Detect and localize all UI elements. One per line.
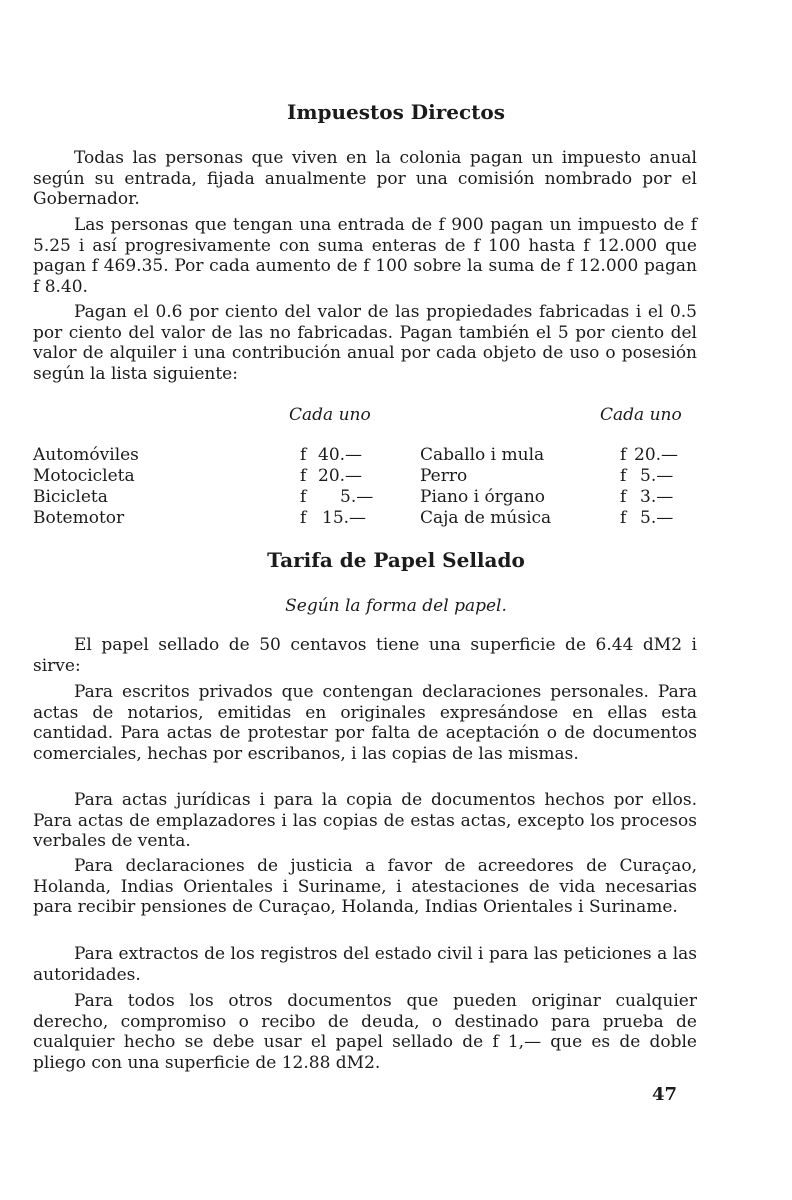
tarifa-title: Tarifa de Papel Sellado bbox=[267, 548, 525, 572]
right-item-currency: f bbox=[620, 508, 627, 528]
tarifa-paragraph-3: Para actas jurídicas i para la copia de documentos hechos por ellos. Para actas de emplazadores i las copias de estas actas, excepto los procesos verbales de venta. bbox=[33, 790, 697, 851]
right-item-currency: f bbox=[620, 445, 627, 465]
left-item-currency: f bbox=[300, 445, 307, 465]
left-item-currency: f bbox=[300, 466, 307, 486]
left-item-amount: 5.— bbox=[340, 487, 374, 507]
right-item-amount: 3.— bbox=[640, 487, 674, 507]
right-item-amount: 20.— bbox=[634, 445, 679, 465]
left-item-amount: 15.— bbox=[322, 508, 367, 528]
right-item-name: Caja de música bbox=[420, 508, 552, 528]
left-item-name: Motocicleta bbox=[33, 466, 135, 486]
table-row bbox=[0, 445, 792, 466]
tarifa-paragraph-6: Para todos los otros documentos que pueden originar cualquier derecho, compromiso o recibo de deuda, o destinado para prueba de cualquier hecho se debe usar el papel sellado de f 1,— que es de doble pliego con una superficie de 12.88 dM2. bbox=[33, 991, 697, 1073]
table-header-right: Cada uno bbox=[600, 405, 682, 425]
table-row bbox=[0, 508, 792, 529]
impuestos-paragraph-2: Las personas que tengan una entrada de f 900 pagan un impuesto de f 5.25 i así progresivamente con suma enteras de f 100 hasta f 12.000 que pagan f 469.35. Por cada aumento de f 100 sobre la suma de f 12.000 pagan f 8.40. bbox=[33, 215, 697, 297]
impuestos-paragraph-3: Pagan el 0.6 por ciento del valor de las propiedades fabricadas i el 0.5 por ciento del valor de las no fabricadas. Pagan también el 5 por ciento del valor de alquiler i una contribución anual por cada objeto de uso o posesión según la lista siguiente: bbox=[33, 302, 697, 384]
left-item-currency: f bbox=[300, 487, 307, 507]
left-item-name: Automóviles bbox=[33, 445, 139, 465]
right-item-amount: 5.— bbox=[640, 508, 674, 528]
left-item-name: Botemotor bbox=[33, 508, 125, 528]
right-item-currency: f bbox=[620, 487, 627, 507]
left-item-name: Bicicleta bbox=[33, 487, 108, 507]
tarifa-paragraph-4: Para declaraciones de justicia a favor de acreedores de Curaçao, Holanda, Indias Orientales i Suriname, i atestaciones de vida necesarias para recibir pensiones de Curaçao, Holanda, Indias Orientales i Suriname. bbox=[33, 856, 697, 917]
left-item-amount: 40.— bbox=[318, 445, 363, 465]
right-item-currency: f bbox=[620, 466, 627, 486]
right-item-amount: 5.— bbox=[640, 466, 674, 486]
right-item-name: Piano i órgano bbox=[420, 487, 546, 507]
right-item-name: Perro bbox=[420, 466, 468, 486]
tarifa-paragraph-1: El papel sellado de 50 centavos tiene una superficie de 6.44 dM2 i sirve: bbox=[33, 635, 697, 676]
left-item-amount: 20.— bbox=[318, 466, 363, 486]
tarifa-subtitle: Según la forma del papel. bbox=[285, 596, 507, 616]
table-row bbox=[0, 466, 792, 487]
table-row bbox=[0, 487, 792, 508]
impuestos-paragraph-1: Todas las personas que viven en la colonia pagan un impuesto anual según su entrada, fijada anualmente por una comisión nombrado por el Gobernador. bbox=[33, 148, 697, 209]
impuestos-directos-title: Impuestos Directos bbox=[286, 100, 506, 124]
left-item-currency: f bbox=[300, 508, 307, 528]
right-item-name: Caballo i mula bbox=[420, 445, 545, 465]
page-number: 47 bbox=[651, 1084, 677, 1105]
tarifa-paragraph-2: Para escritos privados que contengan declaraciones personales. Para actas de notarios, emitidas en originales expresándose en ellas esta cantidad. Para actas de protestar por falta de aceptación o de documentos comerciales, hechas por escribanos, i las copias de las mismas. bbox=[33, 682, 697, 764]
tarifa-paragraph-5: Para extractos de los registros del estado civil i para las peticiones a las autoridades. bbox=[33, 944, 697, 985]
table-header-left: Cada uno bbox=[289, 405, 371, 425]
